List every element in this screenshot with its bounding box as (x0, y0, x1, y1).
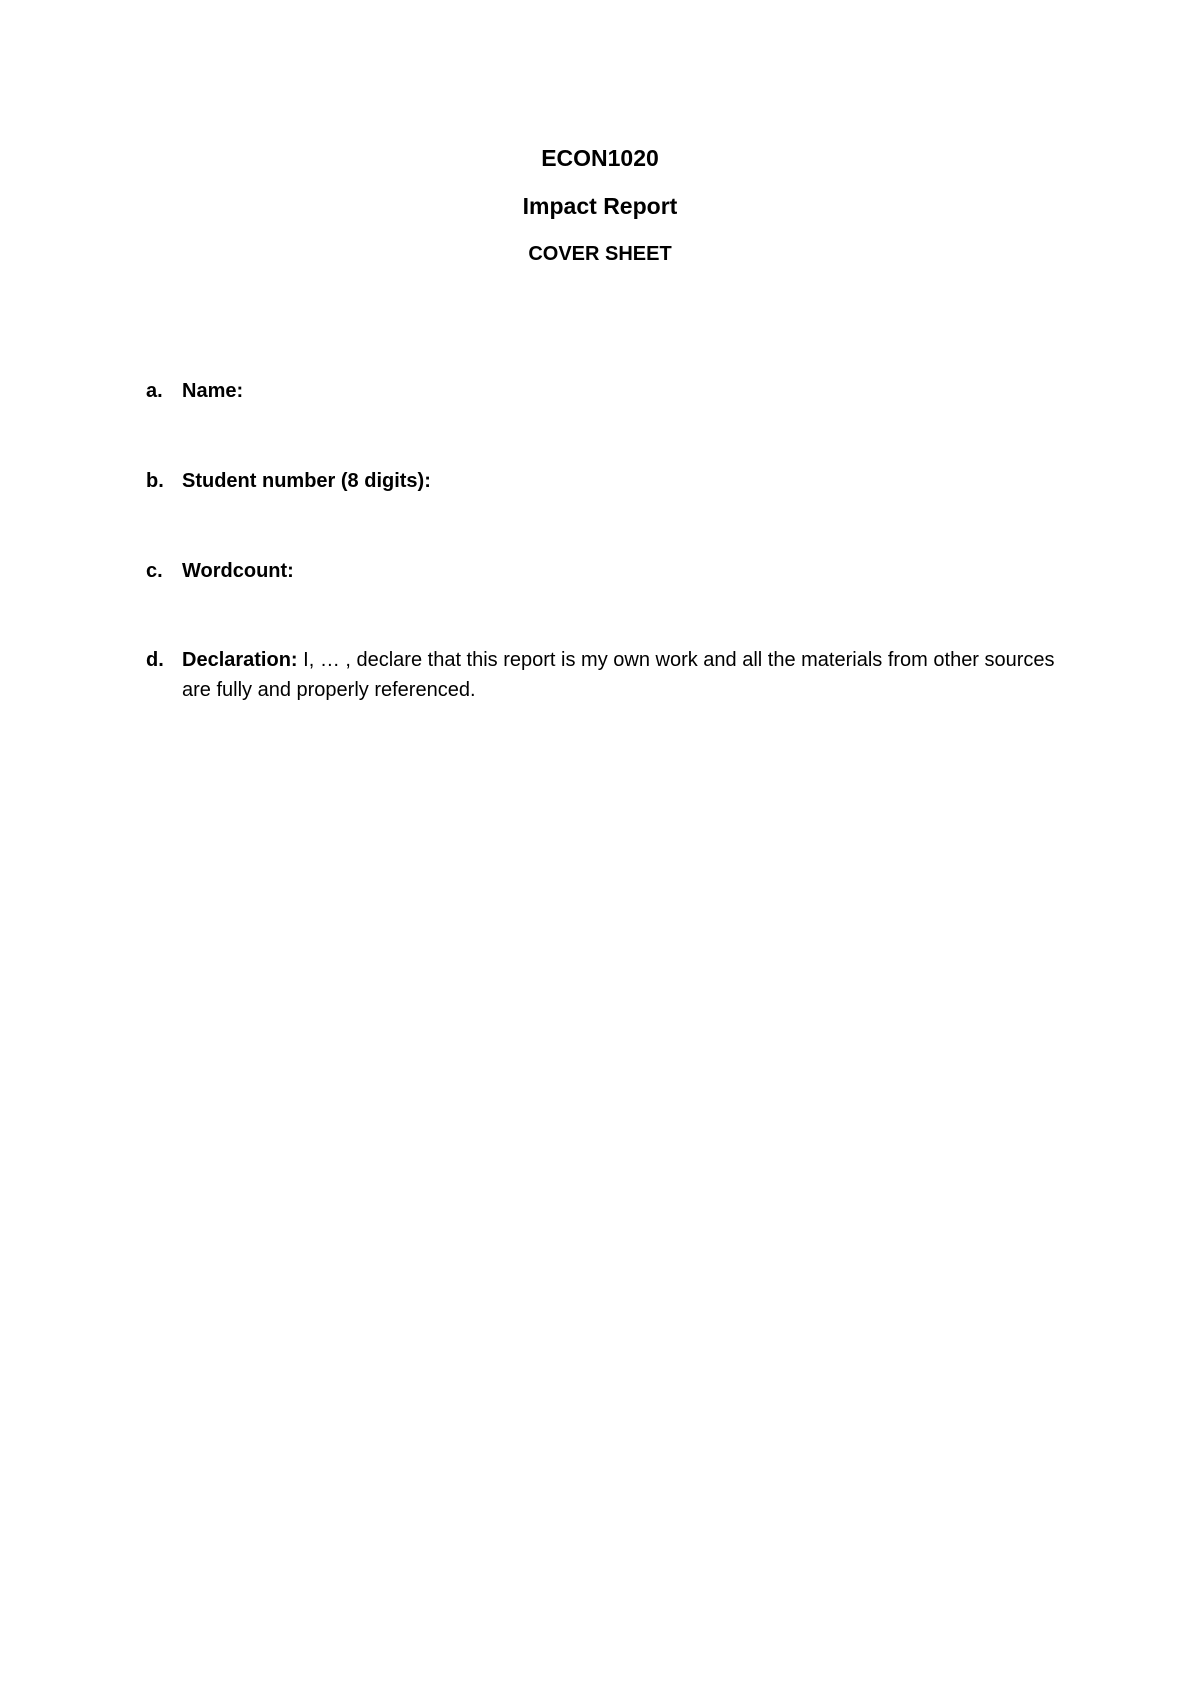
field-wordcount (146, 556, 1076, 586)
cover-sheet-label: COVER SHEET (528, 243, 672, 265)
field-declaration (146, 645, 1076, 705)
list-marker: d. (146, 649, 164, 671)
report-title: Impact Report (522, 193, 678, 219)
list-marker: a. (146, 380, 163, 402)
name-label: Name: (182, 380, 244, 402)
field-name (146, 376, 1076, 406)
list-marker: b. (146, 470, 164, 492)
course-code: ECON1020 (541, 145, 659, 171)
list-marker: c. (146, 560, 163, 582)
wordcount-label: Wordcount: (182, 560, 294, 582)
field-student-number (146, 466, 1076, 496)
declaration-label: Declaration: (182, 649, 298, 671)
declaration-text: I, … , declare that this report is my own work and all the materials from other sources are fully and properly referenced. (182, 649, 1055, 701)
student-number-label: Student number (8 digits): (182, 470, 431, 492)
